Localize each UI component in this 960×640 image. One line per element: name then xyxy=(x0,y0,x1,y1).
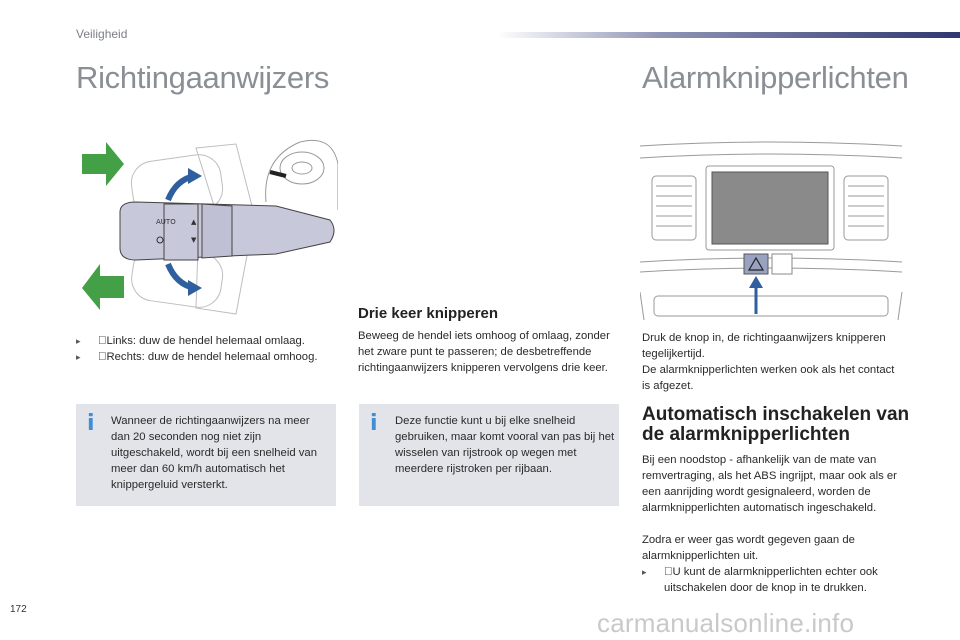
watermark: carmanualsonline.info xyxy=(597,608,855,638)
info-text-middle: Deze functie kunt u bij elke snelheid gebruiken, maar komt vooral van pas bij het wisselen van rijstrook op wegen met meerdere rijstroken per rijbaan. xyxy=(395,415,615,475)
bullet-left-2: ▸ Rechts: duw de hendel helemaal omhoog. xyxy=(76,351,318,363)
section-label: Veiligheid xyxy=(76,27,128,41)
info-icon: i xyxy=(370,411,378,436)
info-icon: i xyxy=(87,411,95,436)
text-automatisch-2: Zodra er weer gas wordt gegeven gaan de alarmknipperlichten uit. xyxy=(642,534,855,562)
bullet-right-1: ▸ U kunt de alarmknipperlichten echter ook uitschakelen door de knop in te drukken. xyxy=(642,566,878,594)
dashboard-illustration xyxy=(640,136,904,320)
title-alarmknipperlichten: Alarmknipperlichten xyxy=(642,60,909,95)
indicator-stalk-illustration xyxy=(76,138,338,324)
info-box-left xyxy=(76,404,336,506)
svg-text:▲: ▲ xyxy=(191,218,197,226)
bullet-marker-icon: ▸ xyxy=(642,567,647,577)
bullet-marker-icon: ▸ xyxy=(76,352,81,362)
header-decoration-bar xyxy=(497,32,960,38)
bullet-marker-icon: ▸ xyxy=(76,336,81,346)
page-number: 172 xyxy=(10,604,27,615)
text-automatisch-1: Bij een noodstop - afhankelijk van de mate van remvertraging, als het ABS ingrijpt, maar ook als er een aanrijding wordt gesignaleerd, worden de alarmknipperlichten automatisch ingeschakeld. xyxy=(642,454,897,514)
title-richtingaanwijzers: Richtingaanwijzers xyxy=(76,60,330,95)
heading-drie-keer-knipperen: Drie keer knipperen xyxy=(358,305,499,322)
svg-text:▼: ▼ xyxy=(191,236,197,244)
text-drie-keer-knipperen: Beweeg de hendel iets omhoog of omlaag, zonder het zware punt te passeren; de desbetreffende richtingaanwijzers knipperen vervolgens drie keer. xyxy=(358,330,610,374)
arrow-left-icon xyxy=(82,264,124,310)
text-alarm-2: De alarmknipperlichten werken ook als het contact is afgezet. xyxy=(642,364,895,392)
info-text-left: Wanneer de richtingaanwijzers na meer dan 20 seconden nog niet zijn uitgeschakeld, wordt bij een snelheid van meer dan 60 km/h automatisch het knippergeluid versterkt. xyxy=(111,415,317,491)
svg-text:AUTO: AUTO xyxy=(156,218,176,226)
info-box-middle xyxy=(359,404,619,506)
bullet-left-1: ▸ Links: duw de hendel helemaal omlaag. xyxy=(76,335,305,347)
heading-automatisch-inschakelen: Automatisch inschakelen van de alarmknipperlichten xyxy=(642,404,910,445)
text-alarm-1: Druk de knop in, de richtingaanwijzers knipperen tegelijkertijd. xyxy=(642,332,886,360)
arrow-right-icon xyxy=(82,142,124,186)
